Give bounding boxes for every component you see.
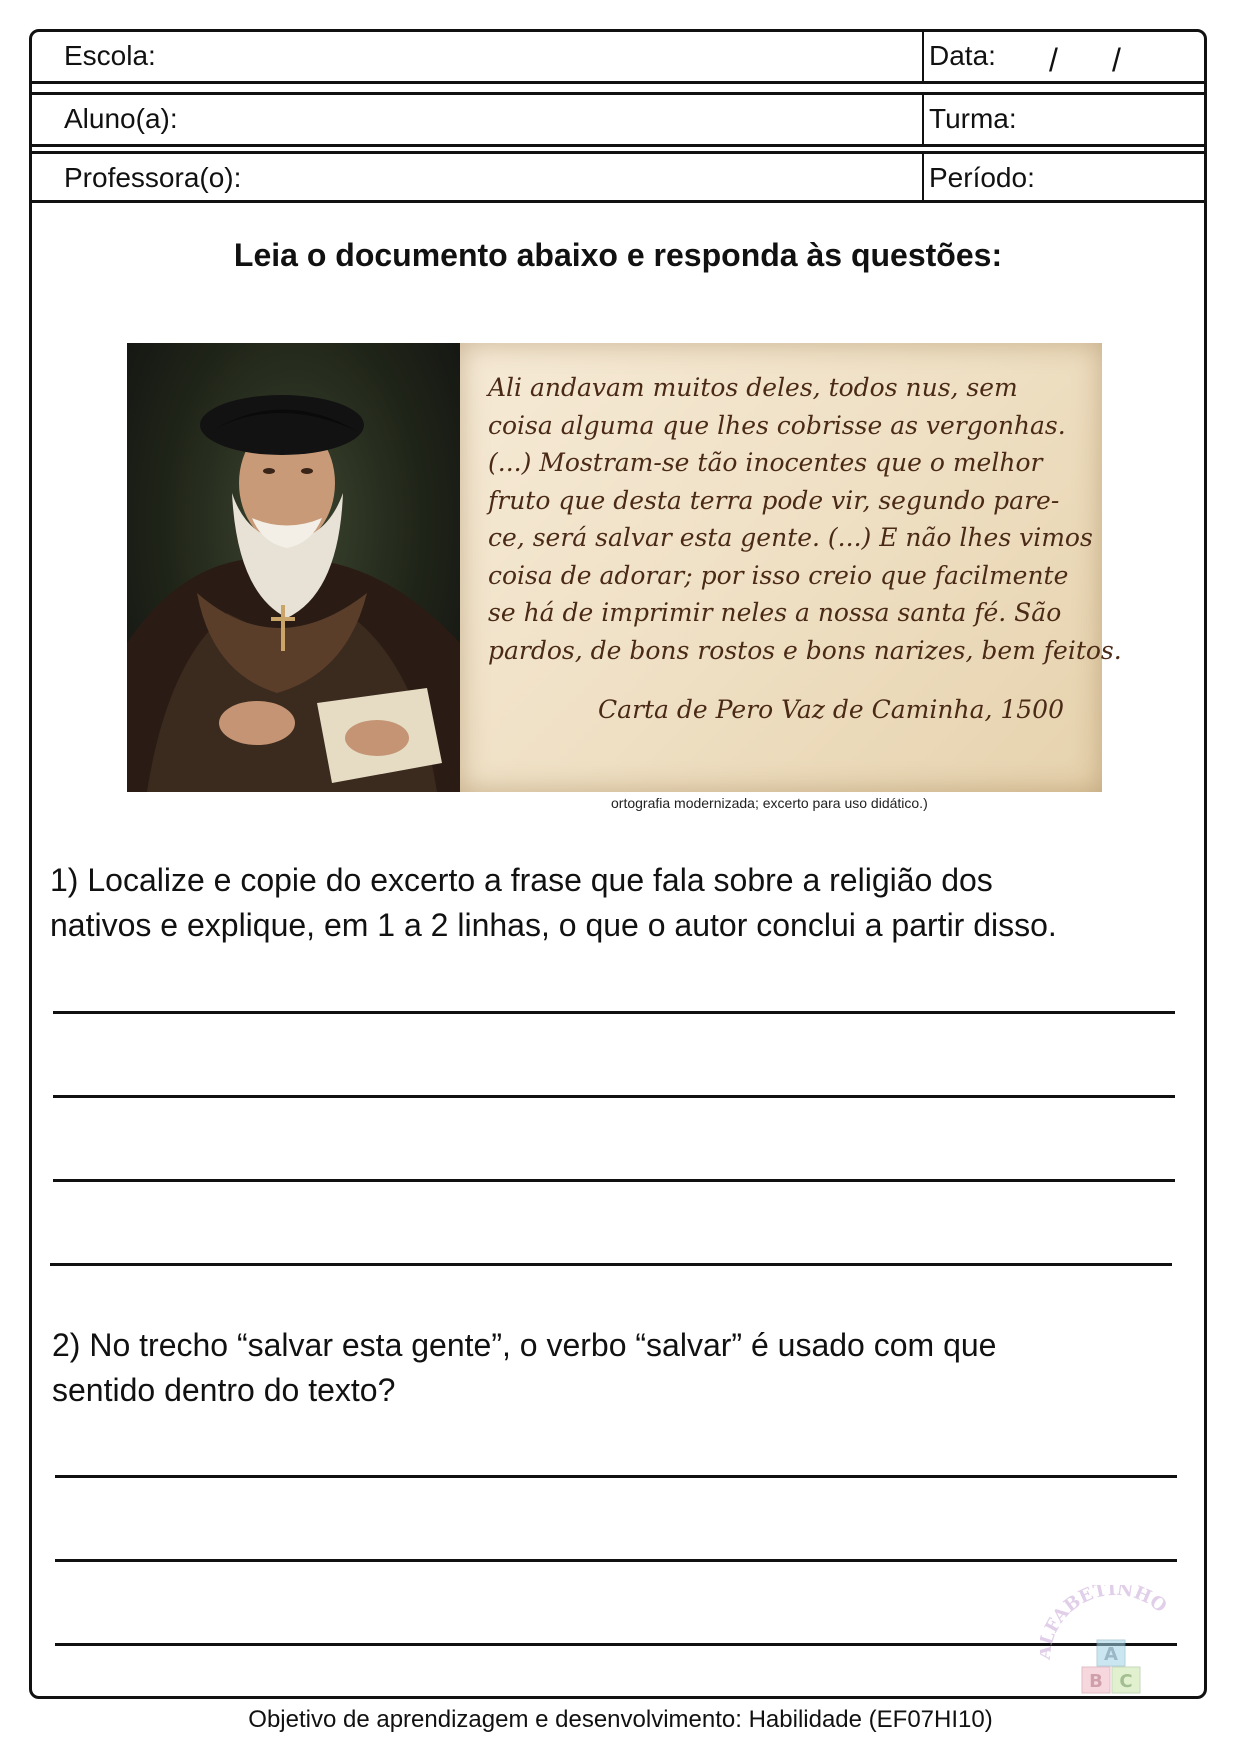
answer-line-q2[interactable] xyxy=(55,1559,1177,1562)
letter-line: se há de imprimir neles a nossa santa fé. São xyxy=(488,598,1062,627)
letter-excerpt xyxy=(460,343,1122,792)
data-label: Data: xyxy=(929,40,996,71)
answer-line-q1[interactable] xyxy=(53,1011,1175,1014)
logo-block-letter: C xyxy=(1119,1671,1133,1692)
question-2 xyxy=(52,1323,1172,1413)
answer-line-q1[interactable] xyxy=(53,1095,1175,1098)
periodo-field[interactable] xyxy=(924,154,1204,200)
question-1-line-2: nativos e explique, em 1 a 2 linhas, o que o autor conclui a partir disso. xyxy=(50,907,1057,943)
header-row-professora xyxy=(32,151,1204,203)
answer-line-q2[interactable] xyxy=(55,1475,1177,1478)
question-1-line-1: 1) Localize e copie do excerto a frase que fala sobre a religião dos xyxy=(50,862,993,898)
aluno-field[interactable] xyxy=(32,95,924,144)
data-field[interactable] xyxy=(924,32,1204,81)
portrait-image xyxy=(127,343,460,792)
question-2-line-2: sentido dentro do texto? xyxy=(52,1372,396,1408)
turma-label: Turma: xyxy=(929,103,1017,134)
answer-line-q1[interactable] xyxy=(50,1263,1172,1266)
letter-line: Ali andavam muitos deles, todos nus, sem xyxy=(488,373,1018,402)
letter-line: coisa de adorar; por isso creio que facilmente xyxy=(488,560,1069,590)
logo-wordmark-path: FABETINHO xyxy=(1041,1585,1171,1637)
letter-line: (...) Mostram-se tão inocentes que o melhor xyxy=(488,448,1043,477)
letter-line: ce, será salvar esta gente. (...) E não lhes vimos xyxy=(488,523,1093,552)
portrait-illustration xyxy=(127,343,460,792)
alfabetinho-logo xyxy=(1040,1585,1190,1705)
logo-block-letter: A xyxy=(1104,1644,1118,1665)
letter-signature: Carta de Pero Vaz de Caminha, 1500 xyxy=(598,695,1064,724)
answer-line-q2[interactable] xyxy=(55,1643,1177,1646)
alfabetinho-logo-graphic xyxy=(1040,1585,1190,1705)
letter-line: coisa alguma que lhes cobrisse as vergonhas. xyxy=(488,410,1066,440)
answer-line-q1[interactable] xyxy=(53,1179,1175,1182)
letter-line: fruto que desta terra pode vir, segundo pare- xyxy=(488,485,1060,515)
header-row-aluno xyxy=(32,92,1204,147)
learning-objective-footer: Objetivo de aprendizagem e desenvolvimento: Habilidade (EF07HI10) xyxy=(248,1706,993,1733)
historical-document-figure xyxy=(127,343,1122,792)
figure-caption: ortografia modernizada; excerto para uso didático.) xyxy=(611,795,928,811)
date-separator: / xyxy=(1112,42,1121,78)
escola-label: Escola: xyxy=(64,40,156,71)
date-separator: / xyxy=(1049,42,1058,78)
question-2-line-1: 2) No trecho “salvar esta gente”, o verbo “salvar” é usado com que xyxy=(52,1327,997,1363)
instruction-title: Leia o documento abaixo e responda às questões: xyxy=(233,237,1003,273)
turma-field[interactable] xyxy=(924,95,1204,144)
aluno-label: Aluno(a): xyxy=(64,103,178,134)
professora-field[interactable] xyxy=(32,154,924,200)
question-1 xyxy=(50,858,1170,948)
professora-label: Professora(o): xyxy=(64,162,242,193)
logo-block-letter: B xyxy=(1089,1671,1103,1692)
header-row-escola xyxy=(32,32,1204,84)
letter-line: pardos, de bons rostos e bons narizes, bem feitos. xyxy=(488,635,1122,665)
escola-field[interactable] xyxy=(32,32,924,81)
periodo-label: Período: xyxy=(929,162,1035,193)
